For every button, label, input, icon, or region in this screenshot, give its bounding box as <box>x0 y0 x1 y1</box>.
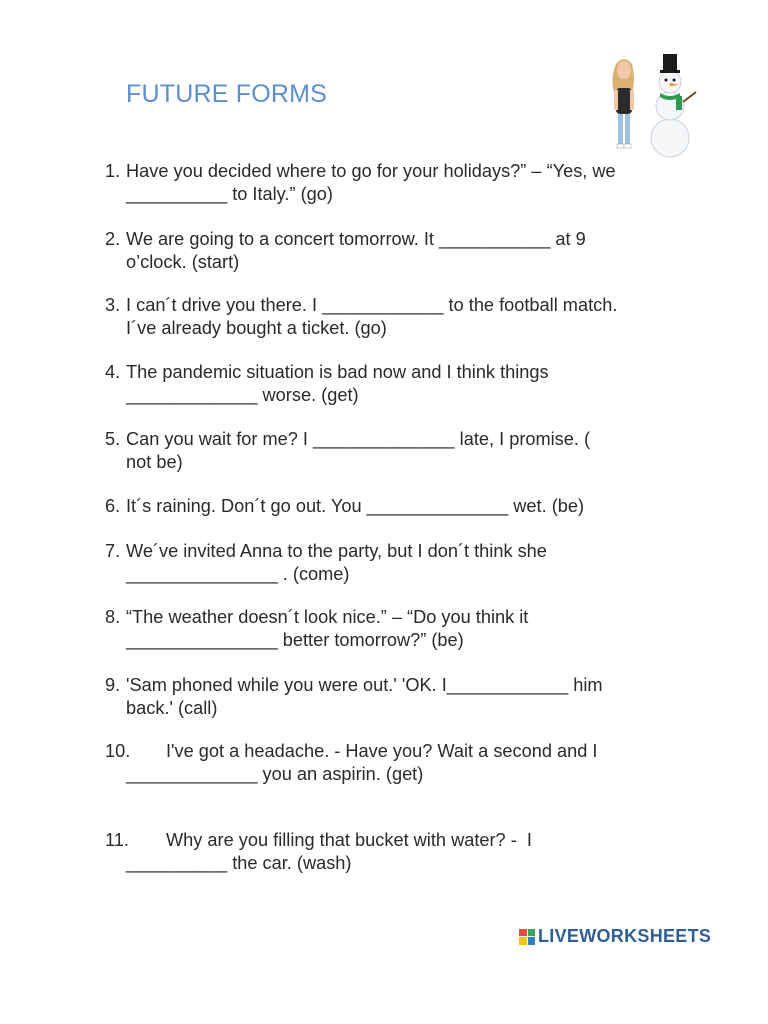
question-line: back.' (call) <box>126 698 218 718</box>
question-number: 4. <box>105 362 121 382</box>
question-number: 10. <box>105 741 131 761</box>
question-number: 11. <box>105 830 129 850</box>
question-line: o’clock. (start) <box>126 252 240 272</box>
question-9 <box>105 674 705 720</box>
question-line: The pandemic situation is bad now and I think things <box>126 362 549 382</box>
worksheet-title: FUTURE FORMS <box>126 80 327 108</box>
question-3 <box>105 294 705 340</box>
question-7 <box>105 540 705 586</box>
question-line: It´s raining. Don´t go out. You ______________ wet. (be) <box>126 496 585 516</box>
question-text <box>126 160 705 206</box>
liveworksheets-brand <box>519 926 711 947</box>
question-line: I've got a headache. - Have you? Wait a second and I <box>166 741 598 761</box>
question-number: 1. <box>105 161 121 181</box>
question-2 <box>105 228 705 274</box>
question-number: 2. <box>105 229 121 249</box>
question-8 <box>105 606 705 652</box>
question-text <box>126 228 705 274</box>
question-line: _______________ . (come) <box>126 564 350 584</box>
question-line: Why are you filling that bucket with water? - I <box>166 830 532 850</box>
question-text <box>126 495 705 518</box>
question-line: I can´t drive you there. I ____________ to the football match. <box>126 295 618 315</box>
question-number: 7. <box>105 541 121 561</box>
question-line: not be) <box>126 452 183 472</box>
question-text <box>126 740 705 786</box>
question-line: 'Sam phoned while you were out.' 'OK. I____________ him <box>126 675 603 695</box>
question-text <box>126 361 705 407</box>
question-line: _____________ worse. (get) <box>126 385 359 405</box>
question-text <box>126 829 705 875</box>
question-line: __________ to Italy.” (go) <box>126 184 333 204</box>
question-text <box>126 428 705 474</box>
question-11 <box>105 829 705 875</box>
question-line: Have you decided where to go for your holidays?” – “Yes, we <box>126 161 616 181</box>
question-5 <box>105 428 705 474</box>
question-number: 3. <box>105 295 121 315</box>
question-line: _______________ better tomorrow?” (be) <box>126 630 464 650</box>
question-text <box>126 540 705 586</box>
question-4 <box>105 361 705 407</box>
question-line: I´ve already bought a ticket. (go) <box>126 318 387 338</box>
question-text <box>126 674 705 720</box>
question-line: We´ve invited Anna to the party, but I don´t think she <box>126 541 547 561</box>
question-text <box>126 294 705 340</box>
question-number: 6. <box>105 496 121 516</box>
question-number: 9. <box>105 675 121 695</box>
question-1 <box>105 160 705 206</box>
liveworksheets-logo-icon <box>519 929 535 945</box>
question-line: “The weather doesn´t look nice.” – “Do you think it <box>126 607 529 627</box>
brand-text: LIVEWORKSHEETS <box>538 926 712 946</box>
woman-snowman-illustration <box>602 50 702 160</box>
question-text <box>126 606 705 652</box>
question-line: We are going to a concert tomorrow. It ___________ at 9 <box>126 229 586 249</box>
question-line: __________ the car. (wash) <box>126 853 352 873</box>
question-line: _____________ you an aspirin. (get) <box>126 764 424 784</box>
question-number: 5. <box>105 429 121 449</box>
question-6 <box>105 495 705 518</box>
question-line: Can you wait for me? I ______________ late, I promise. ( <box>126 429 591 449</box>
question-number: 8. <box>105 607 121 627</box>
question-10 <box>105 740 705 786</box>
